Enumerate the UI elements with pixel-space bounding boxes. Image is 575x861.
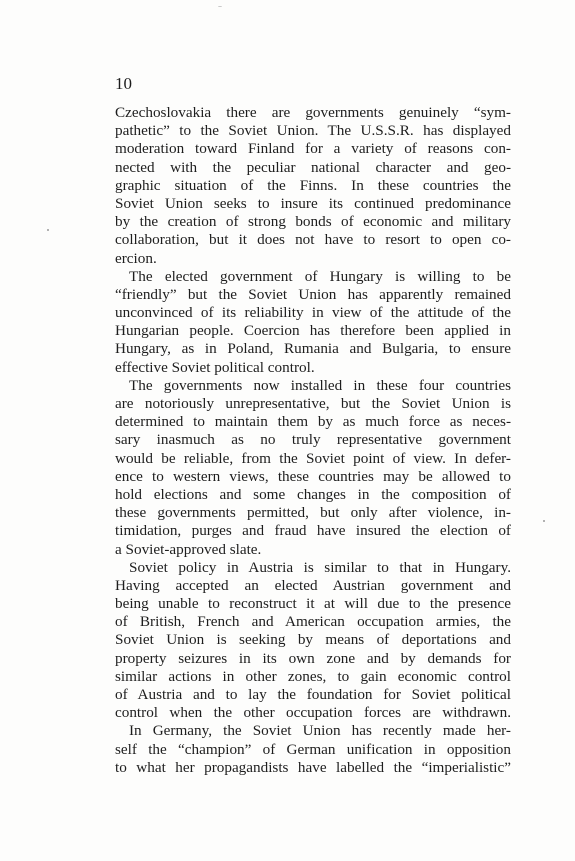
text-line: Soviet policy in Austria is similar to that in Hungary. <box>129 558 511 576</box>
text-line: a Soviet-approved slate. <box>115 540 262 558</box>
text-line: ence to western views, these countries may be allowed to <box>115 467 511 485</box>
text-line: would be reliable, from the Soviet point of view. In defer- <box>115 449 511 467</box>
text-line: of Austria and to lay the foundation for Soviet political <box>115 686 511 703</box>
text-line: property seizures in its own zone and by demands for <box>115 649 511 667</box>
scan-speck <box>218 6 222 7</box>
text-line: hold elections and some changes in the composition of <box>115 485 511 503</box>
text-line: being unable to reconstruct it at will due to the presence <box>115 595 511 613</box>
text-line: self the “champion” of German unification in opposition <box>115 740 511 758</box>
text-line: to what her propagandists have labelled the “imperialistic” <box>115 758 511 776</box>
text-line: “friendly” but the Soviet Union has apparently remained <box>115 285 511 303</box>
text-line: unconvinced of its reliability in view of the attitude of the <box>115 304 511 322</box>
text-line: pathetic” to the Soviet Union. The U.S.S.R. has displayed <box>115 122 511 140</box>
text-line: collaboration, but it does not have to resort to open co- <box>115 231 511 249</box>
text-line: timidation, purges and fraud have insured the election of <box>115 522 511 540</box>
scan-speck <box>543 520 545 522</box>
text-line: control when the other occupation forces are withdrawn. <box>115 704 511 722</box>
text-line: Hungary, as in Poland, Rumania and Bulgaria, to ensure <box>115 340 511 358</box>
text-line: moderation toward Finland for a variety of reasons con- <box>115 140 511 158</box>
text-line: Having accepted an elected Austrian government and <box>115 576 511 594</box>
text-line: of British, French and American occupation armies, the <box>115 613 511 631</box>
text-line: are notoriously unrepresentative, but the Soviet Union is <box>115 395 511 412</box>
text-line: determined to maintain them by as much force as neces- <box>115 413 511 431</box>
text-line: effective Soviet political control. <box>115 358 315 376</box>
text-line: The governments now installed in these four countries <box>129 376 511 394</box>
text-line: Soviet Union seeks to insure its continued predominance <box>115 194 511 212</box>
text-line: similar actions in other zones, to gain economic control <box>115 667 511 685</box>
scan-speck <box>47 229 49 231</box>
text-line: Hungarian people. Coercion has therefore been applied in <box>115 322 511 340</box>
text-line: these governments permitted, but only after violence, in- <box>115 504 511 522</box>
body-text <box>115 104 511 777</box>
text-line: Czechoslovakia there are governments genuinely “sym- <box>115 104 511 121</box>
text-line: by the creation of strong bonds of economic and military <box>115 213 511 231</box>
text-line: nected with the peculiar national character and geo- <box>115 158 511 176</box>
text-line: In Germany, the Soviet Union has recently made her- <box>129 722 511 740</box>
page-number: 10 <box>115 74 132 93</box>
text-line: ercion. <box>115 249 157 267</box>
text-line: The elected government of Hungary is willing to be <box>129 267 511 285</box>
text-line: Soviet Union is seeking by means of deportations and <box>115 631 511 649</box>
text-line: graphic situation of the Finns. In these countries the <box>115 176 511 194</box>
text-line: sary inasmuch as no truly representative government <box>115 431 511 449</box>
